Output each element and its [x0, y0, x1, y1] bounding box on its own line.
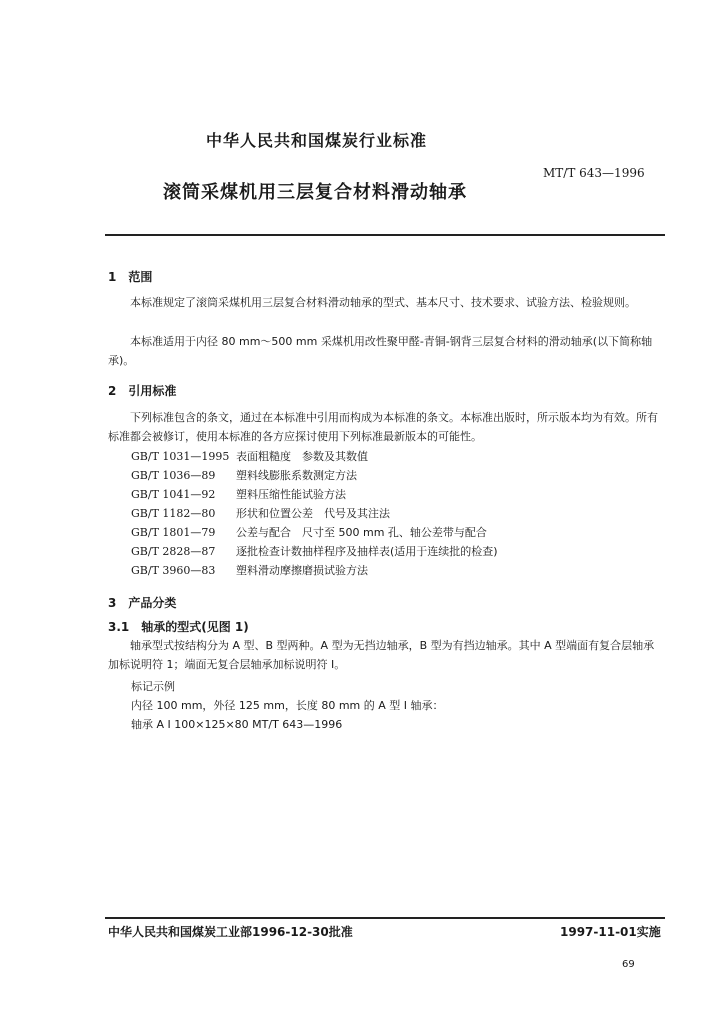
- section-3-1-heading: 3.1 轴承的型式(见图 1): [108, 620, 249, 634]
- reference-code: GB/T 2828—87: [131, 545, 216, 558]
- marking-example-label: 标记示例: [131, 680, 175, 693]
- section-2-heading: 2 引用标准: [108, 384, 177, 398]
- standard-category-heading: 中华人民共和国煤炭行业标准: [206, 131, 428, 150]
- reference-item: [131, 543, 498, 559]
- reference-code: GB/T 1801—79: [131, 526, 216, 539]
- standard-code: MT/T 643—1996: [543, 166, 645, 180]
- reference-item: [131, 505, 390, 521]
- section-2-intro: 下列标准包含的条文，通过在本标准中引用而构成为本标准的条文。本标准出版时，所示版本均为有效。所有标准都会被修订，使用本标准的各方应探讨使用下列标准最新版本的可能性。: [108, 411, 658, 443]
- reference-item: [131, 562, 368, 578]
- reference-code: GB/T 1041—92: [131, 488, 216, 501]
- header-divider: [105, 234, 665, 236]
- reference-item: [131, 524, 487, 540]
- section-3-1-paragraph: 轴承型式按结构分为 A 型、B 型两种。A 型为无挡边轴承，B 型为有挡边轴承。其中 A 型端面有复合层轴承加标说明符 1；端面无复合层轴承加标说明符 Ⅰ。: [108, 639, 655, 671]
- section-1-paragraph-2: 本标准适用于内径 80 mm～500 mm 采煤机用改性聚甲醛-青铜-钢背三层复合材料的滑动轴承(以下简称轴承)。: [108, 335, 653, 367]
- reference-name: 公差与配合 尺寸至 500 mm 孔、轴公差带与配合: [236, 526, 487, 539]
- reference-code: GB/T 1031—1995: [131, 450, 230, 463]
- reference-item: [131, 486, 346, 502]
- effective-date: 1997-11-01实施: [560, 925, 661, 939]
- reference-code: GB/T 1182—80: [131, 507, 216, 520]
- document-title: 滚筒采煤机用三层复合材料滑动轴承: [163, 182, 467, 203]
- reference-code: GB/T 1036—89: [131, 469, 216, 482]
- marking-example-mark: 轴承 A Ⅰ 100×125×80 MT/T 643—1996: [131, 718, 343, 731]
- reference-name: 塑料线膨胀系数测定方法: [236, 469, 357, 482]
- reference-name: 塑料压缩性能试验方法: [236, 488, 346, 501]
- reference-name: 塑料滑动摩擦磨损试验方法: [236, 564, 368, 577]
- page-number: 69: [622, 959, 635, 970]
- reference-item: [131, 448, 368, 464]
- reference-name: 表面粗糙度 参数及其数值: [236, 450, 368, 463]
- footer-divider: [105, 917, 665, 919]
- section-1-heading: 1 范围: [108, 270, 153, 284]
- approval-notice: 中华人民共和国煤炭工业部1996-12-30批准: [108, 925, 353, 939]
- section-1-paragraph-1: 本标准规定了滚筒采煤机用三层复合材料滑动轴承的型式、基本尺寸、技术要求、试验方法、检验规则。: [130, 296, 636, 309]
- reference-name: 形状和位置公差 代号及其注法: [236, 507, 390, 520]
- marking-example-description: 内径 100 mm，外径 125 mm，长度 80 mm 的 A 型 Ⅰ 轴承：: [131, 699, 444, 712]
- reference-code: GB/T 3960—83: [131, 564, 216, 577]
- reference-item: [131, 467, 357, 483]
- section-3-heading: 3 产品分类: [108, 596, 177, 610]
- reference-name: 逐批检查计数抽样程序及抽样表(适用于连续批的检查): [236, 545, 498, 558]
